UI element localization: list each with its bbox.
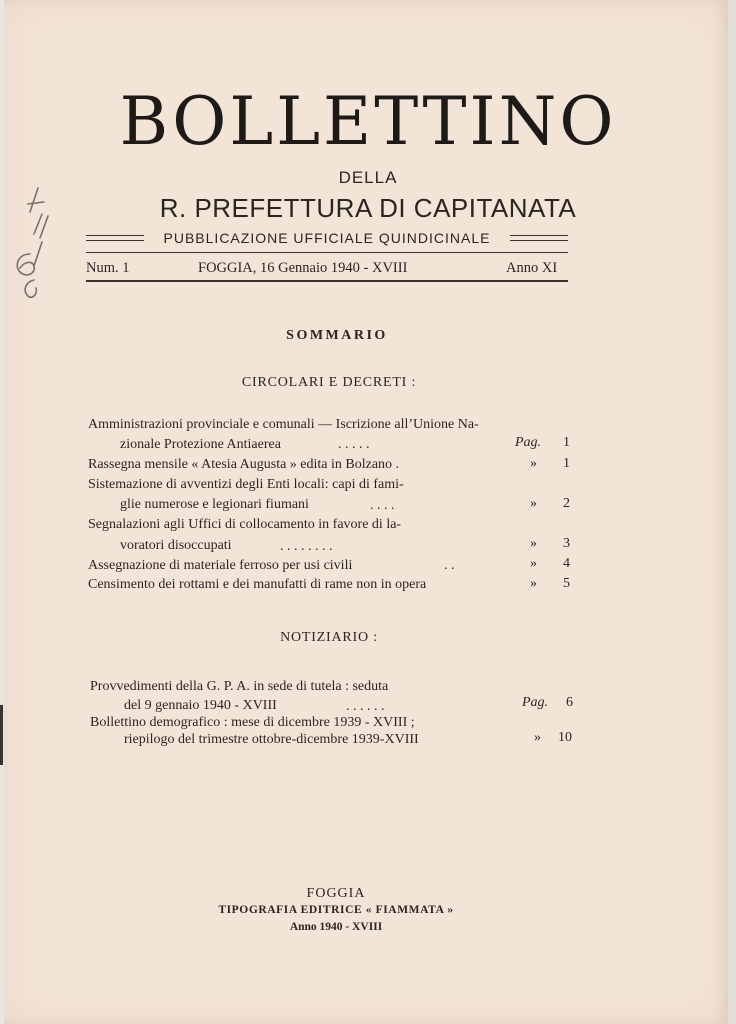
page-number: 1 bbox=[563, 435, 570, 450]
page-number: 2 bbox=[563, 496, 570, 511]
page-number: 1 bbox=[563, 456, 570, 471]
summary-entry-line: Amministrazioni provinciale e comunali — Iscrizione all’Unione Na- bbox=[88, 417, 479, 432]
page-number: 5 bbox=[563, 576, 570, 591]
issue-number: Num. 1 bbox=[86, 260, 130, 276]
leader-dots: . . . . . bbox=[338, 437, 370, 452]
summary-title: SOMMARIO bbox=[286, 328, 388, 343]
page-prefix: » bbox=[530, 556, 537, 571]
page-number: 6 bbox=[566, 695, 573, 710]
summary-entry-line: Censimento dei rottami e dei manufatti di rame non in opera bbox=[88, 577, 427, 592]
summary-entry-line: Segnalazioni agli Uffici di collocamento in favore di la- bbox=[88, 517, 402, 532]
page-number: 10 bbox=[558, 730, 572, 745]
leader-dots: . . . . . . bbox=[346, 699, 385, 714]
leader-dots: . . bbox=[444, 558, 455, 573]
page-prefix: » bbox=[530, 576, 537, 591]
rule-top bbox=[86, 252, 568, 253]
section-heading-circolari: CIRCOLARI E DECRETI : bbox=[241, 375, 417, 390]
page-prefix: » bbox=[530, 456, 537, 471]
leader-dots: . . . . bbox=[370, 498, 395, 513]
della-label: DELLA bbox=[338, 168, 398, 187]
prefettura-heading: R. PREFETTURA DI CAPITANATA bbox=[159, 193, 577, 223]
publication-row bbox=[86, 228, 568, 248]
issue-year: Anno XI bbox=[506, 260, 558, 276]
page-number: 4 bbox=[563, 556, 570, 571]
footer-city: FOGGIA bbox=[306, 886, 366, 901]
binding-mark bbox=[0, 705, 3, 765]
summary-entry-line: zionale Protezione Antiaerea bbox=[120, 437, 281, 452]
section-heading-notiziario: NOTIZIARIO : bbox=[280, 630, 378, 645]
leader-dots: . . . . . . . . bbox=[280, 539, 333, 554]
page-prefix: » bbox=[530, 536, 537, 551]
summary-entry-line: voratori disoccupati bbox=[120, 538, 232, 553]
summary-entry-line: riepilogo del trimestre ottobre-dicembre 1939-XVIII bbox=[124, 732, 419, 747]
page-prefix: » bbox=[530, 496, 537, 511]
place-date: FOGGIA, 16 Gennaio 1940 - XVIII bbox=[198, 260, 408, 276]
summary-entry-line: del 9 gennaio 1940 - XVIII bbox=[124, 698, 277, 713]
page-prefix: Pag. bbox=[522, 695, 549, 710]
rule-bottom bbox=[86, 280, 568, 282]
summary-entry-line: Bollettino demografico : mese di dicembre 1939 - XVIII ; bbox=[90, 715, 415, 730]
page-number: 3 bbox=[563, 536, 570, 551]
summary-entry-line: glie numerose e legionari fiumani bbox=[120, 497, 309, 512]
summary-entry-line: Assegnazione di materiale ferroso per usi civili bbox=[88, 558, 353, 573]
summary-entry-line: Provvedimenti della G. P. A. in sede di tutela : seduta bbox=[90, 679, 389, 694]
summary-entry-line: Rassegna mensile « Atesia Augusta » edita in Bolzano . bbox=[88, 457, 400, 472]
bulletin-title: BOLLETTINO bbox=[119, 83, 617, 160]
summary-entry-line: Sistemazione di avventizi degli Enti locali: capi di fami- bbox=[88, 477, 404, 492]
page-prefix: Pag. bbox=[515, 435, 542, 450]
page-prefix: » bbox=[534, 730, 541, 745]
publication-subtitle: PUBBLICAZIONE UFFICIALE QUINDICINALE bbox=[163, 230, 491, 246]
footer-printer: TIPOGRAFIA EDITRICE « FIAMMATA » bbox=[218, 904, 454, 916]
footer-year: Anno 1940 - XVIII bbox=[289, 921, 383, 933]
